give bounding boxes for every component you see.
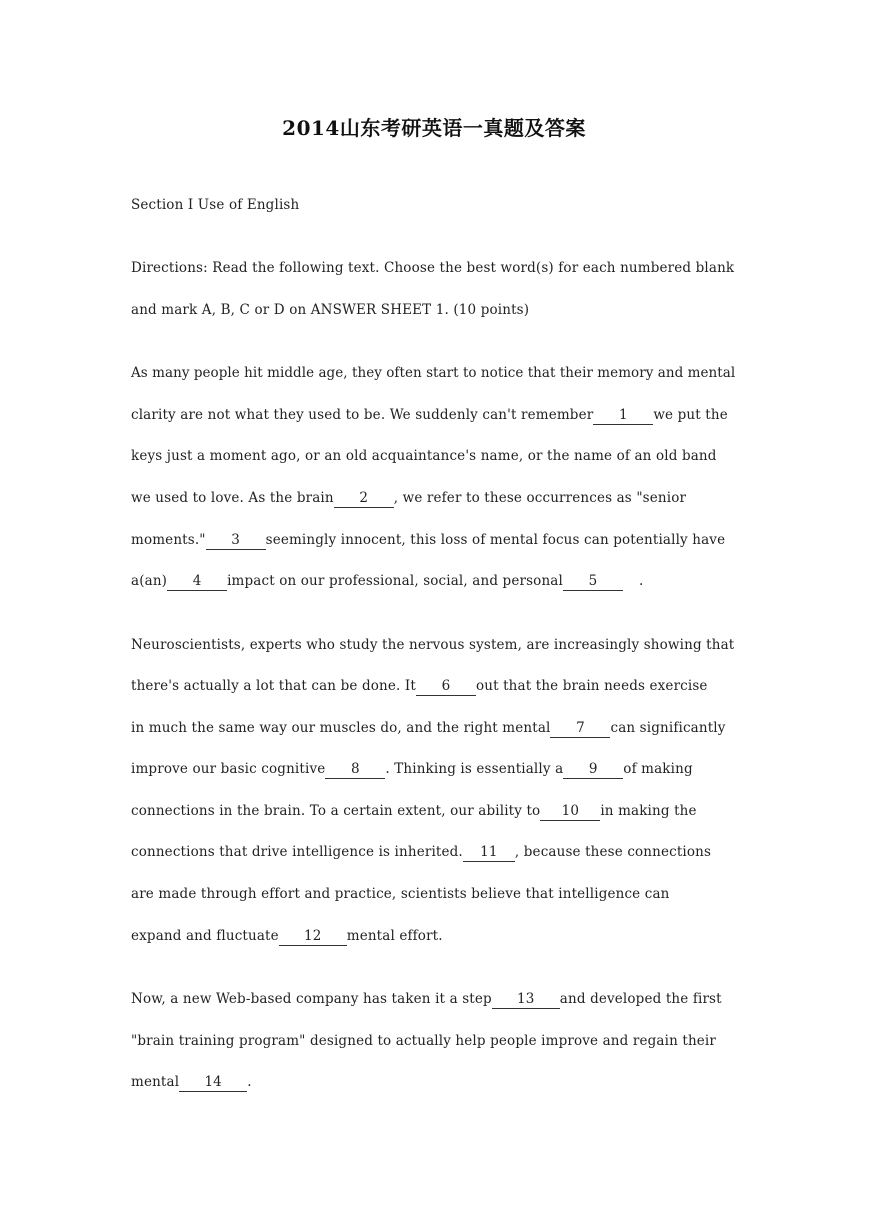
p2-line-2 — [131, 674, 737, 698]
section-heading: Section Ⅰ Use of English — [131, 197, 300, 213]
text-segment: in making the — [600, 803, 697, 819]
blank-6 — [416, 677, 476, 696]
text-segment: connections that drive intelligence is inherited. — [131, 844, 463, 860]
text-segment: . — [638, 573, 644, 589]
blank-number: 2 — [359, 490, 369, 506]
text-segment: of making — [623, 761, 693, 777]
text-segment: in much the same way our muscles do, and the right mental — [131, 720, 551, 736]
p1-line-4 — [131, 486, 737, 510]
blank-10 — [540, 802, 600, 821]
p3-line-3 — [131, 1070, 737, 1094]
p2-line-4 — [131, 757, 737, 781]
text-segment: a(an) — [131, 573, 168, 589]
blank-number: 8 — [350, 761, 360, 777]
p2-line-1: Neuroscientists, experts who study the nervous system, are increasingly showing that — [131, 637, 735, 653]
blank-11 — [463, 843, 515, 862]
directions-line-2: and mark A, B, C or D on ANSWER SHEET 1. (10 points) — [131, 302, 530, 318]
p1-line-5 — [131, 528, 737, 552]
text-segment: . Thinking is essentially a — [385, 761, 564, 777]
p1-line-3: keys just a moment ago, or an old acquaintance's name, or the name of an old band — [131, 448, 717, 464]
blank-8 — [325, 760, 385, 779]
blank-5 — [563, 572, 623, 591]
text-segment: mental effort. — [346, 928, 443, 944]
text-segment: seemingly innocent, this loss of mental focus can potentially have — [265, 532, 726, 548]
p2-line-3 — [131, 716, 737, 740]
p1-line-2 — [131, 403, 737, 427]
directions-text: Directions: Read the following text. Choose the best word(s) for each numbered blank — [131, 260, 735, 276]
blank-number: 5 — [588, 573, 598, 589]
text-segment: mental — [131, 1074, 180, 1090]
text-segment: clarity are not what they used to be. We suddenly can't remember — [131, 407, 594, 423]
blank-number: 13 — [517, 991, 535, 1007]
blank-14 — [179, 1073, 247, 1092]
text-segment: , we refer to these occurrences as "senior — [393, 490, 687, 506]
blank-number: 9 — [588, 761, 598, 777]
p2-line-7: are made through effort and practice, scientists believe that intelligence can — [131, 886, 670, 902]
text-segment: we used to love. As the brain — [131, 490, 334, 506]
blank-number: 12 — [304, 928, 322, 944]
text-segment: expand and fluctuate — [131, 928, 279, 944]
blank-9 — [563, 760, 623, 779]
blank-13 — [492, 990, 560, 1009]
blank-number: 3 — [231, 532, 240, 548]
text-segment: out that the brain needs exercise — [475, 678, 708, 694]
text-segment: . — [247, 1074, 252, 1090]
p2-line-5 — [131, 799, 737, 823]
p2-line-8 — [131, 924, 737, 948]
blank-3 — [206, 531, 266, 550]
text-segment: improve our basic cognitive — [131, 761, 326, 777]
blank-number: 1 — [618, 407, 628, 423]
text-segment: can significantly — [610, 720, 726, 736]
blank-12 — [279, 927, 347, 946]
text-segment: and developed the first — [559, 991, 722, 1007]
directions-line-1 — [131, 256, 737, 280]
blank-number: 6 — [441, 678, 451, 694]
p1-line-6 — [131, 569, 737, 593]
blank-number: 10 — [561, 803, 580, 819]
blank-2 — [334, 489, 394, 508]
p1-line-1: As many people hit middle age, they often start to notice that their memory and mental — [131, 365, 736, 381]
text-segment: Now, a new Web-based company has taken it a step — [131, 991, 492, 1007]
p3-line-1 — [131, 987, 737, 1011]
document-title: 2014山东考研英语一真题及答案 — [282, 116, 586, 140]
blank-4 — [167, 572, 227, 591]
text-segment: impact on our professional, social, and personal — [227, 573, 563, 589]
text-segment: connections in the brain. To a certain extent, our ability to — [131, 803, 541, 819]
blank-1 — [593, 406, 653, 425]
text-segment: there's actually a lot that can be done. It — [131, 678, 416, 694]
text-segment: moments." — [131, 532, 206, 548]
blank-number: 4 — [192, 573, 202, 589]
blank-number: 7 — [576, 720, 585, 736]
text-segment: we put the — [653, 407, 728, 423]
p2-line-6 — [131, 840, 737, 864]
p3-line-2: "brain training program" designed to actually help people improve and regain their — [131, 1033, 716, 1049]
blank-number: 11 — [480, 844, 498, 860]
blank-7 — [550, 719, 610, 738]
text-segment: , because these connections — [514, 844, 712, 860]
blank-number: 14 — [204, 1074, 222, 1090]
